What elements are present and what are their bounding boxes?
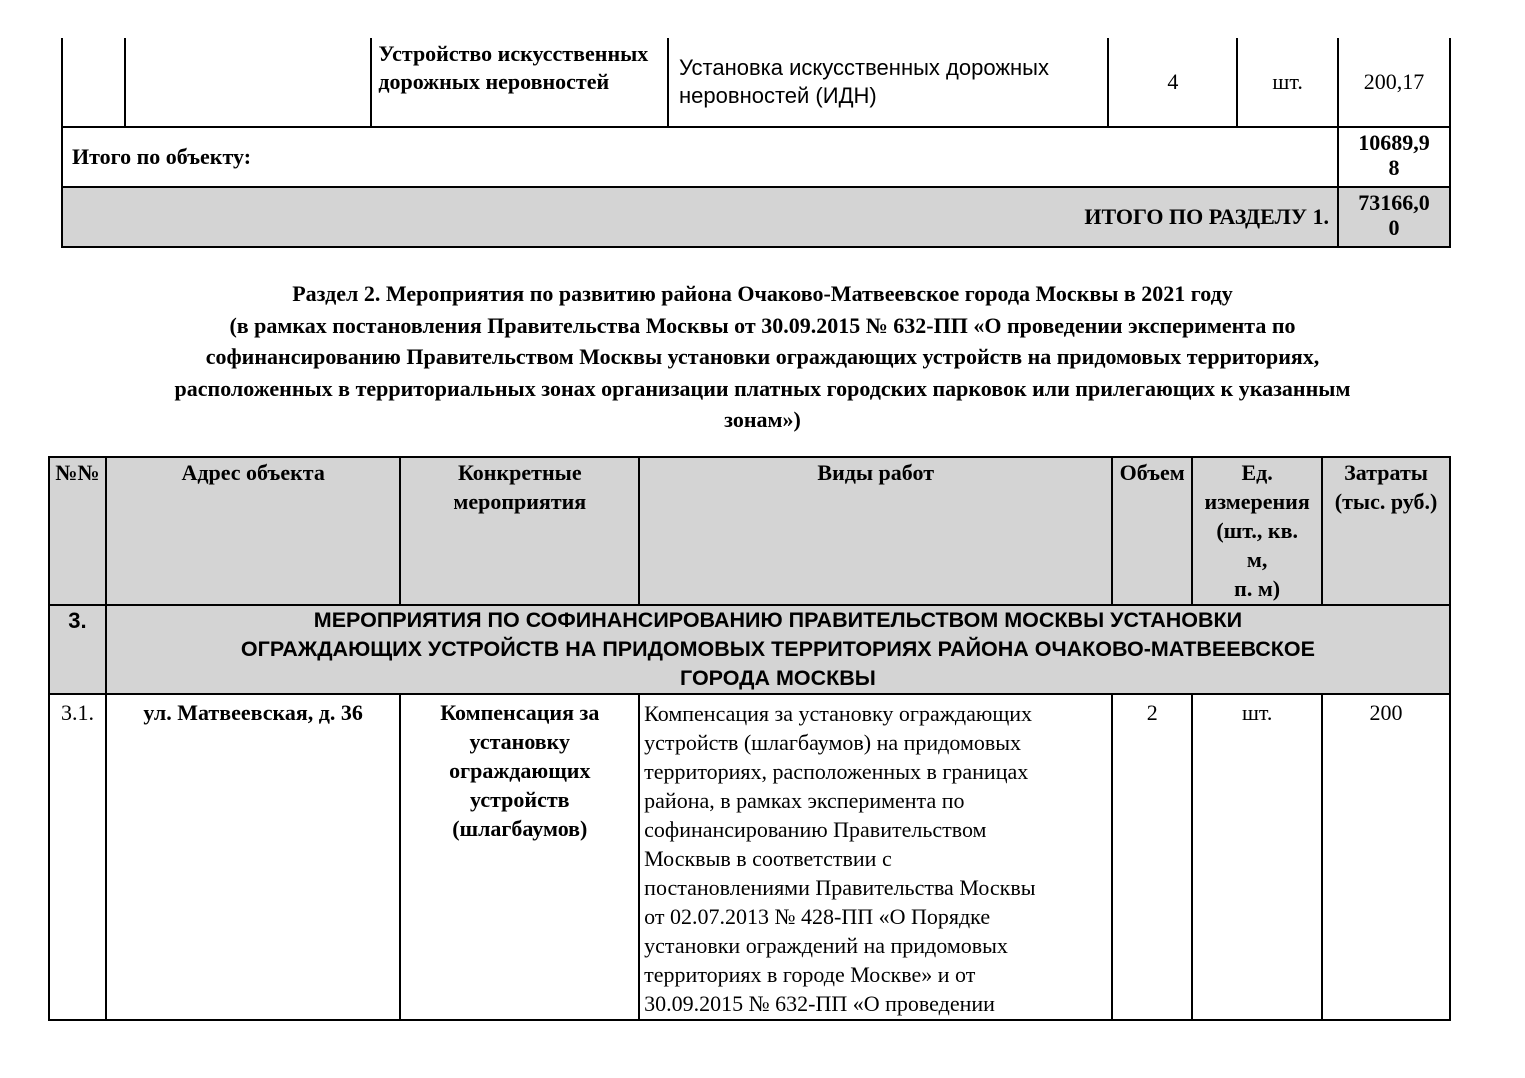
row-address: ул. Матвеевская, д. 36 [106,694,400,1020]
works-line: от 02.07.2013 № 428-ПП «О Порядке [644,904,991,929]
works-line: района, в рамках эксперимента по [644,788,965,813]
header-unit-line: п. м) [1234,576,1281,601]
row-cost: 200 [1322,694,1450,1020]
section2-heading [60,278,1465,436]
heading-line: (в рамках постановления Правительства Москвы от 30.09.2015 № 632-ПП «О проведении эксперимента по [229,312,1296,338]
object-total-value-line2: 8 [1388,155,1400,180]
section-total-value-line2: 0 [1388,215,1400,240]
section-total-value [1338,187,1450,247]
header-num: №№ [49,457,106,605]
works-line: территориях в городе Москве» и от [644,962,976,987]
object-total-label: Итого по объекту: [62,127,1338,187]
works-line: софинансированию Правительством [644,817,987,842]
row-activity: Компенсация за установку ограждающих устройств (шлагбаумов) [400,694,639,1020]
works-line: установки ограждений на придомовых [644,933,1008,958]
header-activities: Конкретные мероприятия [400,457,639,605]
empty-cell [125,38,371,127]
header-volume: Объем [1112,457,1192,605]
header-unit-line: (шт., кв. [1216,518,1298,543]
heading-line: зонам») [724,407,801,432]
object-total-value-line1: 10689,9 [1358,130,1430,155]
table-header-row [49,457,1450,605]
row-num: 3.1. [49,694,106,1020]
section-total-label: ИТОГО ПО РАЗДЕЛУ 1. [62,187,1338,247]
section-total-value-line1: 73166,0 [1358,190,1430,215]
works-line: постановлениями Правительства Москвы [644,875,1036,900]
header-works: Виды работ [639,457,1112,605]
work-type-cell: Установка искусственных дорожных неровностей (ИДН) [668,38,1108,127]
header-unit [1192,457,1322,605]
table-row [62,38,1450,127]
section-total-row [62,187,1450,247]
section-title-line: ОГРАЖДАЮЩИХ УСТРОЙСТВ НА ПРИДОМОВЫХ ТЕРРИТОРИЯХ РАЙОНА ОЧАКОВО-МАТВЕЕВСКОЕ [240,637,1315,661]
volume-cell: 4 [1108,38,1237,127]
section2-table [48,456,1451,1021]
object-total-row [62,127,1450,187]
works-line: устройств (шлагбаумов) на придомовых [644,730,1022,755]
cost-cell: 200,17 [1338,38,1450,127]
header-unit-line: м, [1246,547,1268,572]
heading-line: расположенных в территориальных зонах организации платных городских парковок или прилегающих к указанным [174,375,1351,401]
heading-line: софинансированию Правительством Москвы установки ограждающих устройств на придомовых территориях, [205,344,1320,369]
empty-cell [62,38,125,127]
header-cost: Затраты (тыс. руб.) [1322,457,1450,605]
works-line: Москвыв в соответствии с [644,846,892,871]
heading-line: Раздел 2. Мероприятия по развитию района Очаково-Матвеевское города Москвы в 2021 году [292,281,1233,306]
header-address: Адрес объекта [106,457,400,605]
section-row [49,605,1450,694]
row-works [639,694,1112,1020]
works-line: 30.09.2015 № 632-ПП «О проведении [644,991,995,1016]
section1-table [61,38,1451,248]
unit-cell: шт. [1237,38,1338,127]
section-title-line: ГОРОДА МОСКВЫ [680,666,876,690]
table-row [49,694,1450,1020]
works-line: Компенсация за установку ограждающих [644,701,1033,726]
activity-cell: Устройство искусственных дорожных неровностей [371,38,668,127]
section-title-line: МЕРОПРИЯТИЯ ПО СОФИНАНСИРОВАНИЮ ПРАВИТЕЛЬСТВОМ МОСКВЫ УСТАНОВКИ [313,608,1243,632]
row-unit: шт. [1192,694,1322,1020]
object-total-value [1338,127,1450,187]
row-volume: 2 [1112,694,1192,1020]
section-num: 3. [49,605,106,694]
header-unit-line: Ед. [1241,460,1273,485]
header-unit-line: измерения [1204,489,1310,514]
works-line: территориях, расположенных в границах [644,759,1029,784]
section-title [106,605,1450,694]
